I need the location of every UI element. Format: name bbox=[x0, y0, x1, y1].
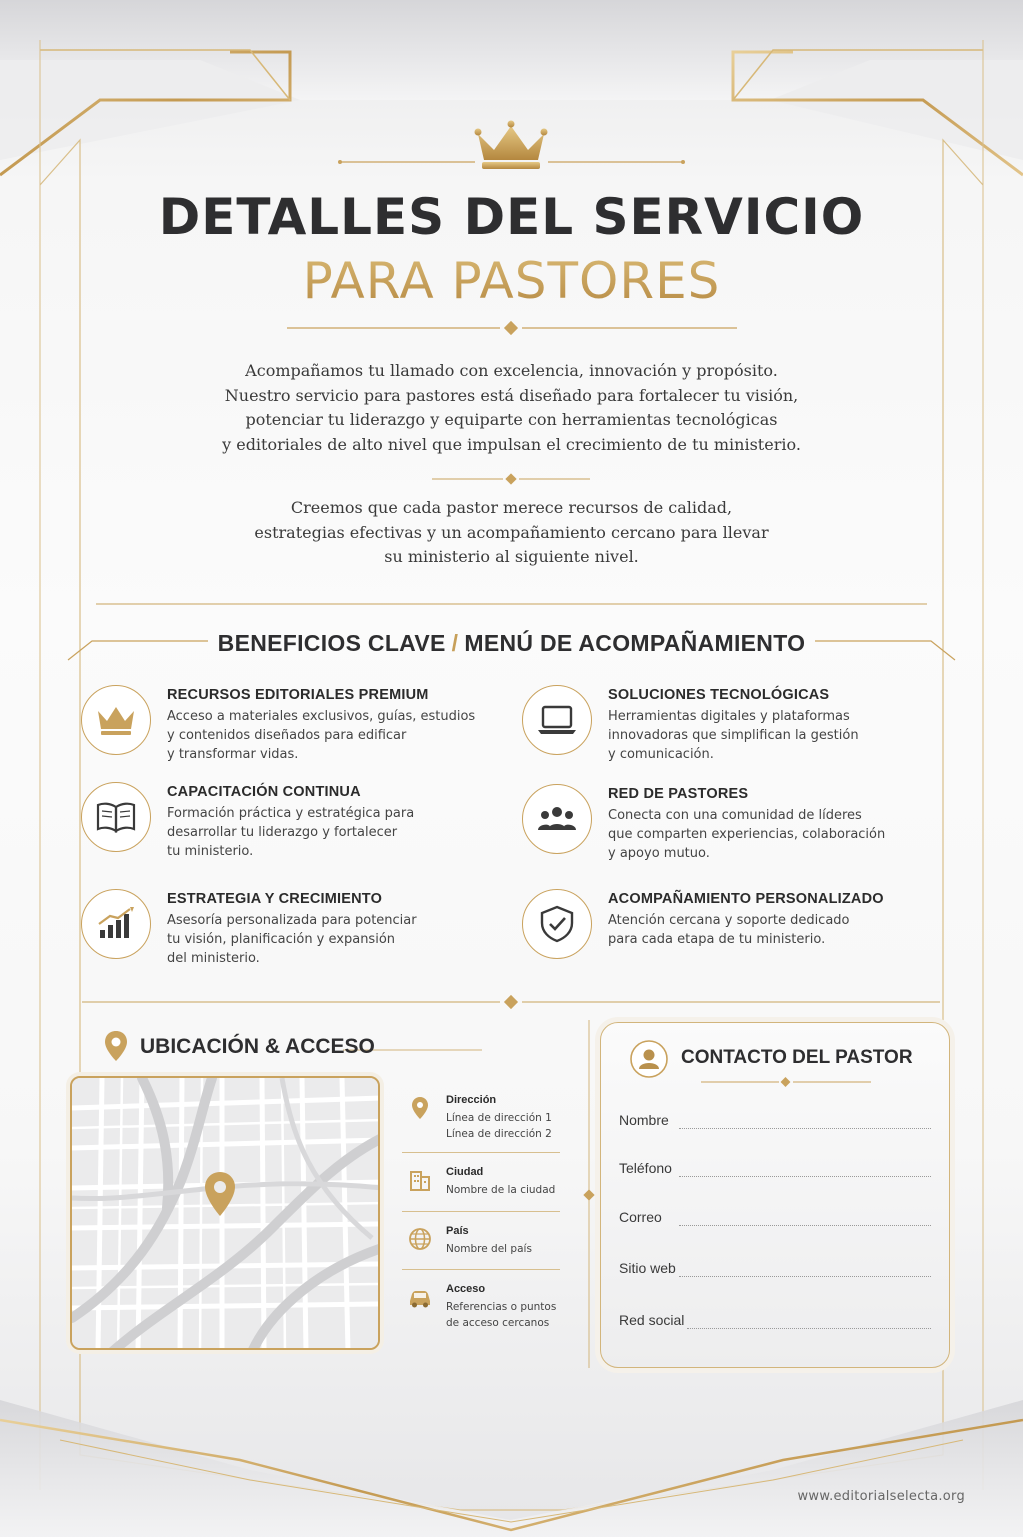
location-line: Línea de dirección 2 bbox=[446, 1128, 552, 1140]
header-crown bbox=[0, 118, 1023, 178]
intro-line: Acompañamos tu llamado con excelencia, innovación y propósito. bbox=[245, 361, 778, 380]
map-view[interactable] bbox=[70, 1076, 380, 1350]
contact-card bbox=[600, 1022, 950, 1368]
benefit-line: tu ministerio. bbox=[167, 844, 254, 859]
book-icon bbox=[94, 800, 138, 834]
location-item-title: País bbox=[446, 1225, 469, 1237]
location-line: de acceso cercanos bbox=[446, 1317, 550, 1329]
location-line: Línea de dirección 1 bbox=[446, 1112, 552, 1124]
location-item-title: Acceso bbox=[446, 1283, 486, 1295]
location-item-text bbox=[446, 1182, 566, 1198]
benefit-line: Conecta con una comunidad de líderes bbox=[608, 808, 862, 823]
benefits-title-separator: / bbox=[451, 630, 459, 656]
benefit-icon-circle bbox=[522, 784, 592, 854]
location-item-title: Dirección bbox=[446, 1094, 497, 1106]
field-label: Correo bbox=[619, 1209, 662, 1225]
benefit-line: del ministerio. bbox=[167, 951, 260, 966]
field-label: Teléfono bbox=[619, 1160, 672, 1176]
benefit-line: Herramientas digitales y plataformas bbox=[608, 709, 850, 724]
benefit-description bbox=[608, 707, 928, 764]
laptop-icon bbox=[535, 703, 579, 737]
benefit-description bbox=[167, 707, 487, 764]
location-item-title: Ciudad bbox=[446, 1166, 484, 1178]
benefit-line: Formación práctica y estratégica para bbox=[167, 806, 415, 821]
location-section-title: UBICACIÓN & ACCESO bbox=[140, 1035, 375, 1058]
location-item-country bbox=[402, 1225, 562, 1271]
field-label: Red social bbox=[619, 1312, 685, 1328]
growth-chart-icon bbox=[94, 906, 138, 942]
location-item-text bbox=[446, 1110, 566, 1142]
location-pin-icon bbox=[103, 1030, 129, 1062]
contact-field-email[interactable] bbox=[619, 1209, 919, 1229]
contact-field-social[interactable] bbox=[619, 1312, 919, 1332]
location-item-address bbox=[402, 1094, 562, 1154]
field-input-line[interactable] bbox=[679, 1225, 931, 1226]
benefit-line: Acceso a materiales exclusivos, guías, estudios bbox=[167, 709, 476, 724]
globe-icon bbox=[406, 1225, 434, 1253]
divider bbox=[402, 1269, 560, 1270]
contact-field-name[interactable] bbox=[619, 1112, 919, 1132]
field-input-line[interactable] bbox=[687, 1328, 931, 1329]
benefit-icon-circle bbox=[81, 782, 151, 852]
benefit-item-network bbox=[522, 784, 952, 874]
intro-line: potenciar tu liderazgo y equiparte con herramientas tecnológicas bbox=[245, 410, 778, 429]
benefit-description bbox=[608, 806, 928, 863]
user-icon bbox=[629, 1039, 669, 1079]
people-icon bbox=[535, 802, 579, 836]
building-icon bbox=[406, 1166, 434, 1194]
benefits-title-left: BENEFICIOS CLAVE bbox=[217, 630, 446, 656]
benefit-item-training bbox=[81, 782, 511, 872]
benefit-title: CAPACITACIÓN CONTINUA bbox=[167, 784, 361, 800]
divider bbox=[402, 1211, 560, 1212]
location-item-text bbox=[446, 1299, 566, 1331]
benefit-line: y contenidos diseñados para edificar bbox=[167, 728, 407, 743]
benefit-line: tu visión, planificación y expansión bbox=[167, 932, 396, 947]
benefit-line: para cada etapa de tu ministerio. bbox=[608, 932, 826, 947]
field-label: Sitio web bbox=[619, 1260, 676, 1276]
benefit-icon-circle bbox=[522, 685, 592, 755]
belief-line: Creemos que cada pastor merece recursos de calidad, bbox=[290, 498, 733, 517]
location-line: Nombre de la ciudad bbox=[446, 1184, 556, 1196]
intro-line: Nuestro servicio para pastores está diseñado para fortalecer tu visión, bbox=[224, 385, 799, 405]
car-icon bbox=[406, 1283, 434, 1311]
benefit-description bbox=[167, 804, 487, 861]
benefit-icon-circle bbox=[81, 889, 151, 959]
location-item-city bbox=[402, 1166, 562, 1212]
benefit-line: y apoyo mutuo. bbox=[608, 846, 710, 861]
benefits-title-right: MENÚ DE ACOMPAÑAMIENTO bbox=[464, 630, 806, 656]
field-input-line[interactable] bbox=[679, 1176, 931, 1177]
benefit-line: innovadoras que simplifican la gestión bbox=[608, 728, 859, 743]
field-label: Nombre bbox=[619, 1112, 669, 1128]
contact-field-phone[interactable] bbox=[619, 1160, 919, 1180]
belief-paragraph bbox=[200, 496, 823, 570]
page-title-line-1: DETALLES DEL SERVICIO bbox=[158, 188, 865, 246]
intro-paragraph bbox=[200, 359, 823, 457]
belief-line: su ministerio al siguiente nivel. bbox=[384, 547, 639, 566]
page-title-line-2: PARA PASTORES bbox=[0, 252, 1023, 310]
benefit-title: ESTRATEGIA Y CRECIMIENTO bbox=[167, 891, 383, 907]
benefit-line: desarrollar tu liderazgo y fortalecer bbox=[167, 825, 398, 840]
benefit-item-technology bbox=[522, 685, 952, 775]
contact-card-title: CONTACTO DEL PASTOR bbox=[681, 1047, 913, 1068]
benefit-item-personalized bbox=[522, 889, 952, 979]
benefit-line: que comparten experiencias, colaboración bbox=[608, 827, 886, 842]
benefit-title: ACOMPAÑAMIENTO PERSONALIZADO bbox=[608, 891, 884, 907]
shield-check-icon bbox=[535, 904, 579, 944]
map-pin-icon[interactable] bbox=[202, 1170, 238, 1218]
benefit-description bbox=[608, 911, 928, 949]
location-line: Referencias o puntos bbox=[446, 1301, 557, 1313]
location-item-text bbox=[446, 1241, 566, 1257]
crown-icon bbox=[0, 118, 1023, 178]
benefit-icon-circle bbox=[522, 889, 592, 959]
footer-website[interactable]: www.editorialselecta.org bbox=[797, 1489, 965, 1504]
benefit-item-editorial bbox=[81, 685, 511, 775]
contact-field-website[interactable] bbox=[619, 1260, 919, 1280]
field-input-line[interactable] bbox=[679, 1276, 931, 1277]
field-input-line[interactable] bbox=[679, 1128, 931, 1129]
benefit-description bbox=[167, 911, 487, 968]
location-item-access bbox=[402, 1283, 562, 1331]
location-line: Nombre del país bbox=[446, 1243, 532, 1255]
intro-line: y editoriales de alto nivel que impulsan el crecimiento de tu ministerio. bbox=[222, 434, 801, 454]
divider bbox=[402, 1152, 560, 1153]
benefit-title: RECURSOS EDITORIALES PREMIUM bbox=[167, 687, 429, 703]
benefit-line: Atención cercana y soporte dedicado bbox=[608, 913, 850, 928]
benefit-title: RED DE PASTORES bbox=[608, 786, 749, 802]
benefit-line: Asesoría personalizada para potenciar bbox=[167, 913, 417, 928]
benefits-section-title bbox=[0, 630, 1023, 657]
belief-line: estrategias efectivas y un acompañamiento cercano para llevar bbox=[254, 522, 769, 542]
card-divider bbox=[701, 1077, 871, 1087]
location-pin-icon bbox=[406, 1094, 434, 1122]
crown-icon bbox=[94, 703, 138, 737]
benefit-icon-circle bbox=[81, 685, 151, 755]
benefit-title: SOLUCIONES TECNOLÓGICAS bbox=[608, 687, 830, 703]
benefit-line: y transformar vidas. bbox=[167, 747, 299, 762]
benefit-item-strategy bbox=[81, 889, 511, 979]
benefit-line: y comunicación. bbox=[608, 747, 714, 762]
